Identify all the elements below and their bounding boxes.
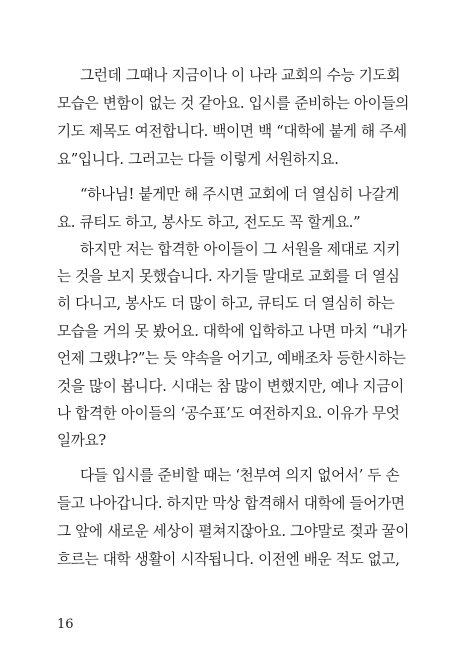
text-line: 요. 큐티도 하고, 봉사도 하고, 전도도 꼭 할게요.”: [57, 214, 361, 231]
page-number: 16: [57, 617, 74, 632]
text-line: 그런데 그때나 지금이나 이 나라 교회의 수능 기도회: [80, 67, 401, 84]
text-line: 언제 그랬냐?”는 듯 약속을 어기고, 예배조차 등한시하는: [57, 350, 406, 367]
text-line: 그 앞에 새로운 세상이 펼쳐지잖아요. 그야말로 젖과 꿀이: [57, 523, 410, 540]
text-line: 히 다니고, 봉사도 더 많이 하고, 큐티도 더 열심히 하는: [57, 295, 395, 312]
text-line: 모습을 거의 못 봤어요. 대학에 입학하고 나면 마치 “내가: [57, 323, 407, 340]
text-line: 들고 나아갑니다. 하지만 막상 합격해서 대학에 들어가면: [57, 495, 405, 512]
text-line: 요”입니다. 그러고는 다들 이렇게 서원하지요.: [57, 151, 339, 168]
text-line: 는 것을 보지 못했습니다. 자기들 말대로 교회를 더 열심: [57, 268, 400, 285]
text-line: 흐르는 대학 생활이 시작됩니다. 이전엔 배운 적도 없고,: [57, 551, 400, 568]
text-line: 일까요?: [57, 432, 106, 449]
text-line: 기도 제목도 여전합니다. 백이면 백 “대학에 붙게 해 주세: [57, 123, 407, 140]
text-line: 나 합격한 아이들의 ‘공수표’도 여전하지요. 이유가 무엇: [57, 405, 400, 422]
text-line: 모습은 변함이 없는 것 같아요. 입시를 준비하는 아이들의: [57, 95, 410, 112]
text-line: 것을 많이 봅니다. 시대는 참 많이 변했지만, 예나 지금이: [57, 378, 404, 395]
text-line: 하지만 저는 합격한 아이들이 그 서원을 제대로 지키: [80, 241, 401, 258]
text-line: 다들 입시를 준비할 때는 ‘천부여 의지 없어서’ 두 손: [80, 467, 400, 484]
text-line: “하나님! 붙게만 해 주시면 교회에 더 열심히 나갈게: [80, 186, 400, 203]
